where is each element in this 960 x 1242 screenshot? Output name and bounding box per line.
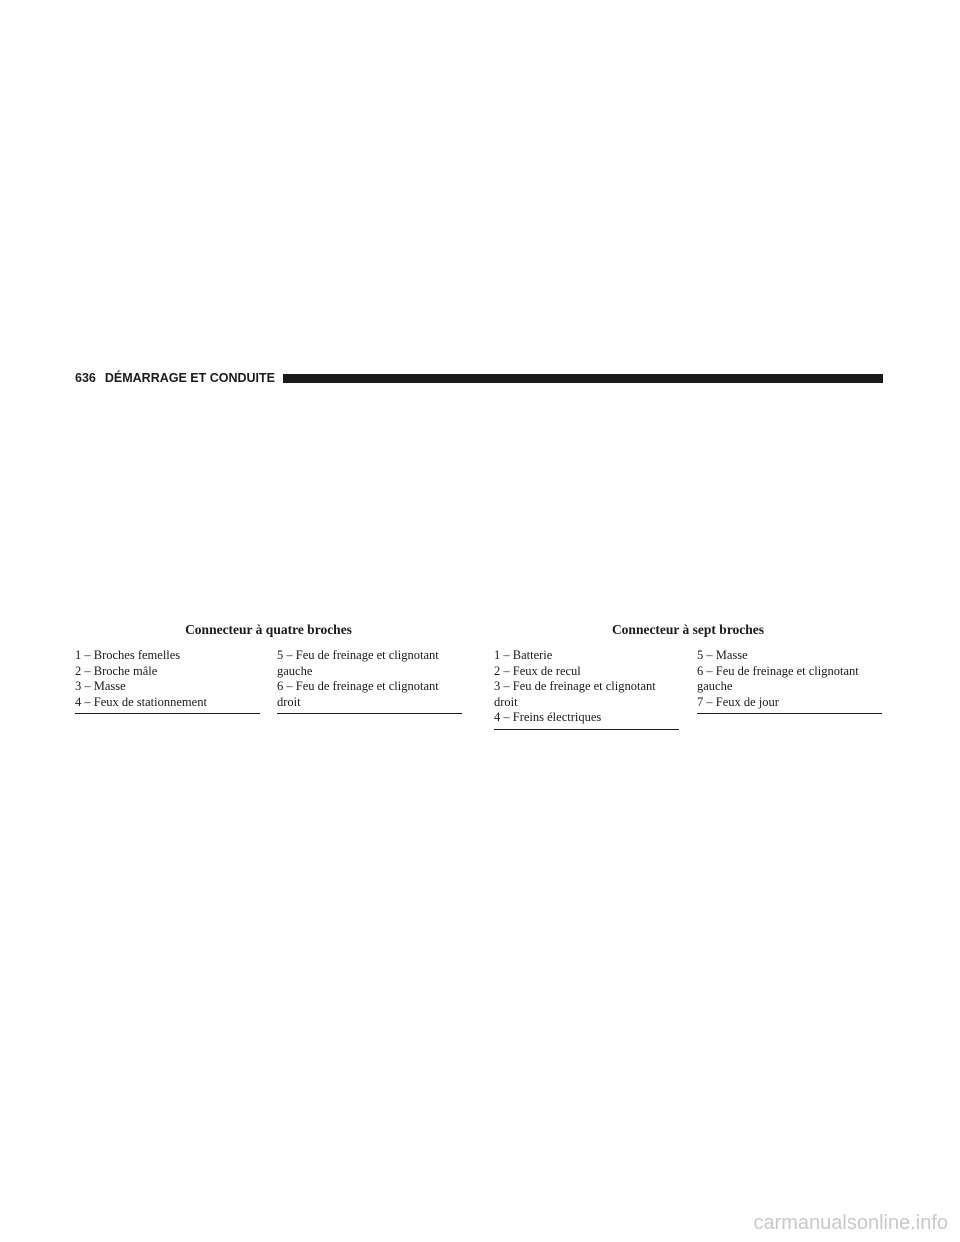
list-item: 7 – Feux de jour xyxy=(697,694,779,709)
list-item: 3 – Feu de freinage et clignotant xyxy=(494,679,656,693)
list-item: droit xyxy=(494,694,518,709)
list-item: 5 – Feu de freinage et clignotant xyxy=(277,648,439,662)
page-header xyxy=(75,369,883,387)
table-column-left xyxy=(494,648,679,730)
four-pin-connector-table xyxy=(75,620,462,714)
table-column-left xyxy=(75,648,260,714)
list-item: gauche xyxy=(277,663,313,678)
list-item: 4 – Feux de stationnement xyxy=(75,694,207,709)
seven-pin-connector-table xyxy=(494,620,882,730)
list-item: 6 – Feu de freinage et clignotant xyxy=(277,679,439,693)
section-title: DÉMARRAGE ET CONDUITE xyxy=(104,371,276,385)
list-item: droit xyxy=(277,694,301,709)
list-item: 5 – Masse xyxy=(697,648,748,662)
list-item: 3 – Masse xyxy=(75,679,126,693)
list-item: 2 – Feux de recul xyxy=(494,663,581,678)
list-item: 6 – Feu de freinage et clignotant xyxy=(697,663,859,678)
table-title: Connecteur à sept broches xyxy=(611,622,765,637)
table-column-right xyxy=(697,648,882,730)
list-item: 2 – Broche mâle xyxy=(75,663,158,678)
table-column-right xyxy=(277,648,462,714)
list-item: 1 – Broches femelles xyxy=(75,648,181,662)
page-number: 636 xyxy=(75,371,96,385)
table-title: Connecteur à quatre broches xyxy=(185,622,352,637)
header-rule xyxy=(283,374,883,383)
list-item: 4 – Freins électriques xyxy=(494,710,602,724)
list-item: gauche xyxy=(697,679,733,693)
watermark: carmanualsonline.info xyxy=(753,1212,948,1234)
list-item: 1 – Batterie xyxy=(494,648,553,662)
